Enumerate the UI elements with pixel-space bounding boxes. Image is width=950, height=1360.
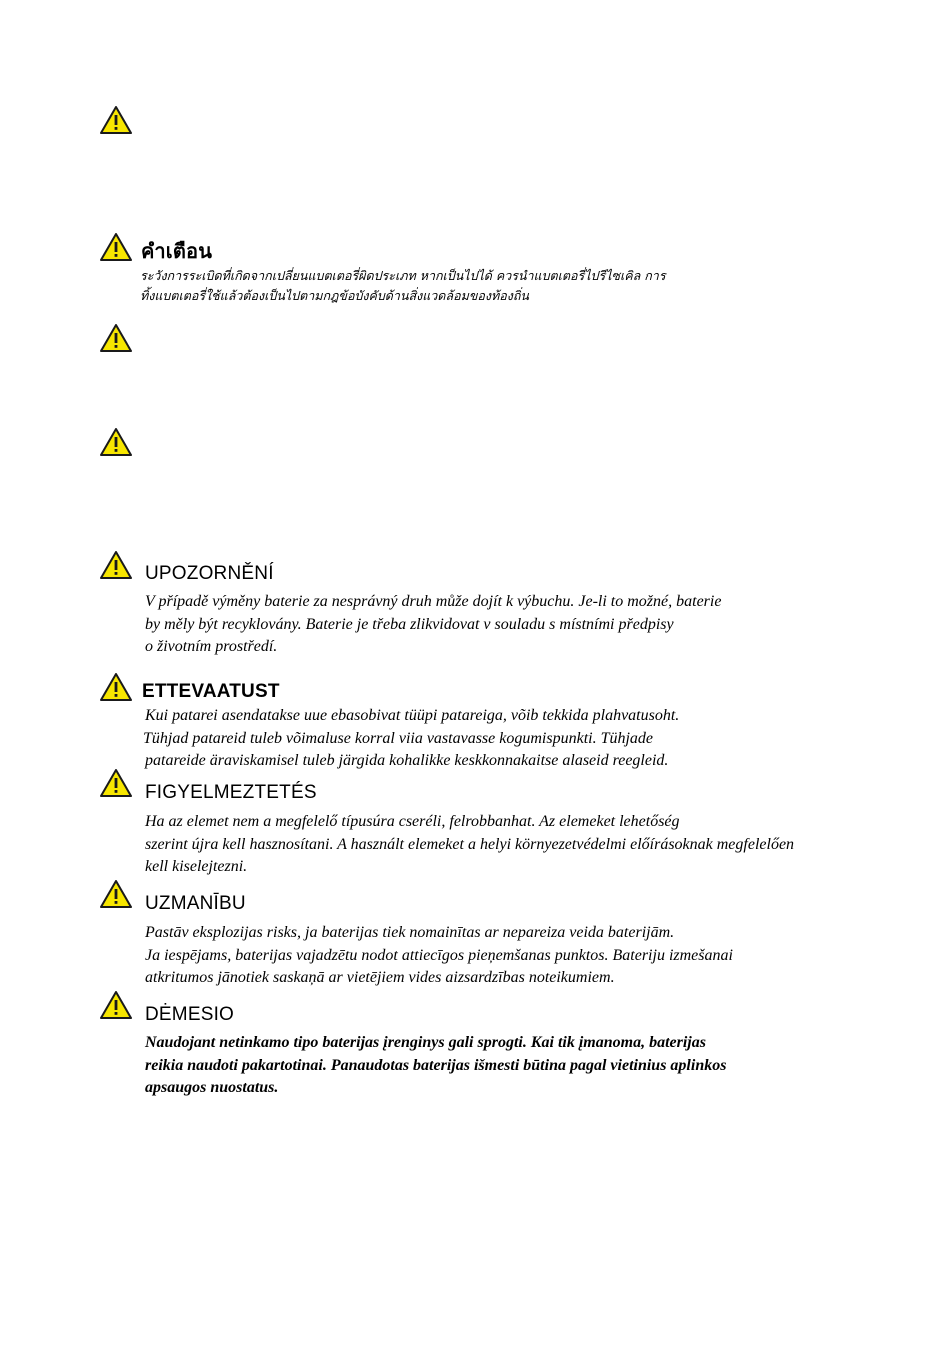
warning-title-latvian: UZMANĪBU [145, 893, 246, 914]
text-line: Pastāv eksplozijas risks, ja baterijas tiek nomainītas ar nepareiza veida baterijām. [145, 924, 675, 941]
text-line: szerint újra kell hasznosítani. A használt elemeket a helyi környezetvédelmi előírásoknak megfelelően [145, 835, 795, 853]
text-line: o životním prostředí. [145, 638, 278, 655]
text-line: ทิ้งแบตเตอรี่ใช้แล้วต้องเป็นไปตามกฎข้อบังคับด้านสิ่งแวดล้อมของท้องถิ่น [140, 288, 529, 303]
text-line: Tühjad patareid tuleb võimaluse korral viia vastavasse kogumispunkti. Tühjade [143, 729, 654, 747]
warning-title-thai: คำเตือน [141, 239, 213, 263]
warning-title-estonian: ETTEVAATUST [142, 681, 280, 702]
warning-title-hungarian: FIGYELMEZTETÉS [145, 782, 317, 803]
warning-triangle-icon [99, 427, 133, 457]
text-line: V případě výměny baterie za nesprávný druh může dojít k výbuchu. Je-li to možné, baterie [145, 593, 722, 610]
text-line: Ha az elemet nem a megfelelő típusúra cseréli, felrobbanhat. Az elemeket lehetőség [145, 813, 680, 830]
warning-triangle-icon [99, 105, 133, 135]
warning-triangle-icon [99, 550, 133, 580]
warning-triangle-icon [99, 879, 133, 909]
text-line: patareide äraviskamisel tuleb järgida kohalikke keskkonnakaitse alaseid reegleid. [145, 752, 669, 769]
warning-triangle-icon [99, 990, 133, 1020]
warning-title-lithuanian: DĖMESIO [145, 1004, 235, 1025]
warning-title-czech: UPOZORNĚNÍ [145, 563, 274, 584]
text-line: by měly být recyklovány. Baterie je třeba zlikvidovat v souladu s místními předpisy [145, 615, 674, 633]
text-line: apsaugos nuostatus. [145, 1079, 279, 1096]
warning-text-czech [145, 591, 721, 659]
text-line: reikia naudoti pakartotinai. Panaudotas baterijas išmesti būtina pagal vietinius aplinkos [145, 1056, 727, 1074]
text-line: atkritumos jānotiek saskaņā ar vietējiem vides aizsardzības noteikumiem. [145, 969, 615, 986]
text-line: Naudojant netinkamo tipo baterijas įrenginys gali sprogti. Kai tik įmanoma, baterijas [145, 1034, 706, 1051]
warning-text-estonian [145, 705, 679, 773]
warning-triangle-icon [99, 768, 133, 798]
warning-text-lithuanian [145, 1032, 726, 1100]
text-line: ระวังการระเบิดที่เกิดจากเปลี่ยนแบตเตอรี่ผิดประเภท หากเป็นไปได้ ควรนำแบตเตอรี่ไปรีไซเคิล การ [140, 268, 666, 283]
text-line: kell kiselejtezni. [145, 858, 248, 875]
warning-text-thai [140, 266, 666, 306]
text-line: Ja iespējams, baterijas vajadzētu nodot attiecīgos pieņemšanas punktos. Bateriju izmešanai [145, 946, 733, 964]
warning-triangle-icon [99, 232, 133, 262]
warning-triangle-icon [99, 672, 133, 702]
warning-text-hungarian [145, 811, 794, 879]
warning-triangle-icon [99, 323, 133, 353]
text-line: Kui patarei asendatakse uue ebasobivat tüüpi patareiga, võib tekkida plahvatusoht. [145, 707, 680, 724]
warning-text-latvian [145, 922, 733, 990]
